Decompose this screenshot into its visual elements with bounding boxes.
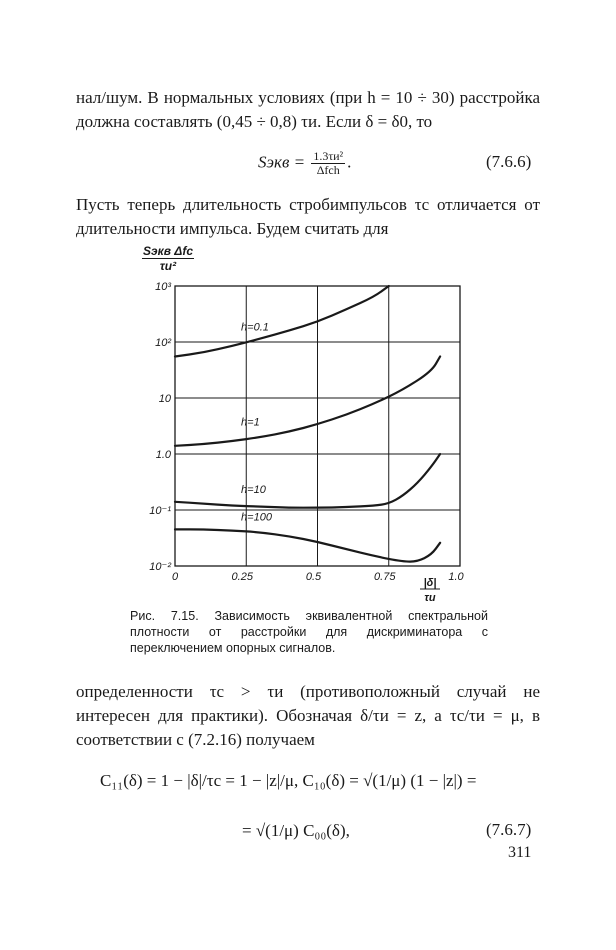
eq-lhs: Sэкв = xyxy=(258,152,306,172)
eq-fraction xyxy=(311,150,345,177)
curve-label: h=10 xyxy=(241,484,266,497)
eq-tail: . xyxy=(347,152,352,172)
eq-denominator: Δfсh xyxy=(316,163,340,177)
paragraph-3: определенности τс > τи (противоположный случай не интересен для практики). Обозначая δ/τи = z, а τс/τи = μ, в соответствии с (7.2.16) получаем xyxy=(76,682,540,749)
x-tick-label: 1.0 xyxy=(448,571,464,583)
x-tick-label: 0.5 xyxy=(305,571,322,583)
equation-7-6-7-line-1: C₁₁(δ) = 1 − |δ|/τс = 1 − |z|/μ, C₁₀(δ) = √(1/μ) (1 − |z|) = xyxy=(100,771,477,790)
y-tick-label: 10² xyxy=(155,337,171,349)
y-tick-label: 10⁻² xyxy=(149,561,171,573)
series-line xyxy=(175,529,440,561)
x-axis-label-num: |δ| xyxy=(423,577,437,589)
series-line xyxy=(175,357,440,446)
curve-label: h=0.1 xyxy=(241,321,269,334)
eq-numerator: 1.3τи² xyxy=(313,149,344,163)
y-tick-label: 10³ xyxy=(155,281,171,293)
equation-number-7-6-6: (7.6.6) xyxy=(486,152,532,171)
curve-label: h=1 xyxy=(241,416,260,429)
paragraph-1: нал/шум. В нормальных условиях (при h = 10 ÷ 30) расстройка должна составлять (0,45 ÷ 0,8) τи. Если δ = δ0, то xyxy=(76,88,540,131)
y-axis-label xyxy=(142,244,194,273)
series-line xyxy=(175,286,389,357)
equation-7-6-7-line-2: = √(1/μ) C₀₀(δ), xyxy=(242,821,350,840)
x-tick-label: 0.25 xyxy=(231,571,253,583)
paragraph-2: Пусть теперь длительность стробимпульсов τс отличается от длительности импульса. Будем считать для xyxy=(76,195,540,238)
equation-7-6-6 xyxy=(258,150,351,177)
equation-number-7-6-7: (7.6.7) xyxy=(486,820,532,839)
x-tick-label: 0.75 xyxy=(374,571,396,583)
series-line xyxy=(175,454,440,508)
y-tick-label: 10⁻¹ xyxy=(149,505,171,517)
y-tick-label: 10 xyxy=(158,393,171,405)
x-tick-label: 0 xyxy=(171,571,179,583)
plot-frame xyxy=(175,286,460,566)
figure-caption: Рис. 7.15. Зависимость эквивалентной спектральной плотности от расстройки для дискриминатора с переключением опорных сигналов. xyxy=(130,609,488,655)
y-axis-label-den: τи² xyxy=(159,259,177,273)
y-tick-label: 1.0 xyxy=(155,449,171,461)
x-axis-label-den: τи xyxy=(424,592,436,604)
curve-label: h=100 xyxy=(241,511,272,524)
y-axis-label-num: Sэкв Δfс xyxy=(143,244,194,258)
page-number: 311 xyxy=(508,844,532,861)
